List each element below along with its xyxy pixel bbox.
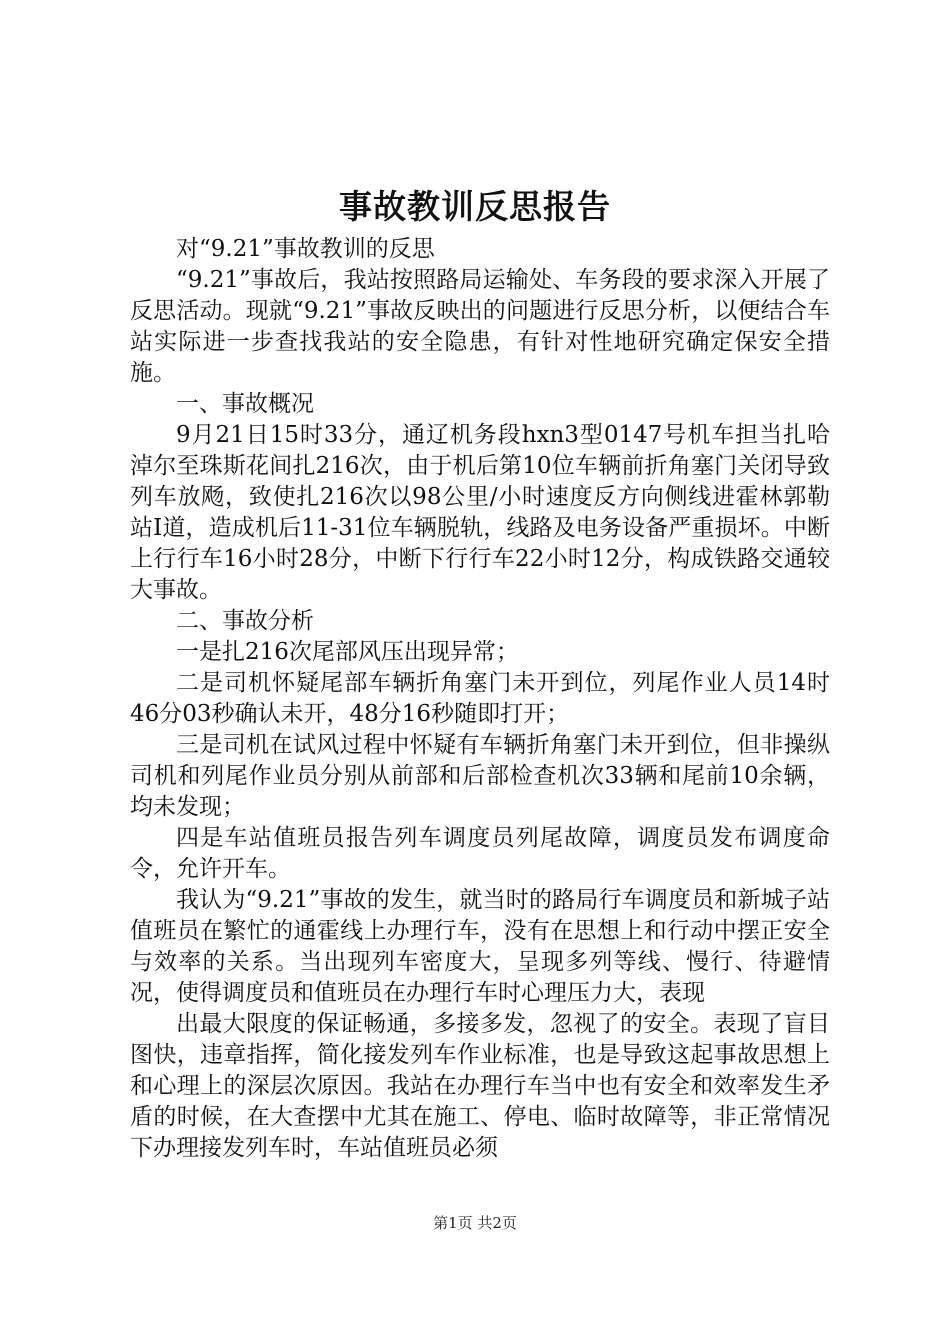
section-heading-analysis: 二、事故分析 xyxy=(176,608,314,634)
paragraph-analysis-2: 二是司机怀疑尾部车辆折角塞门未开到位，列尾作业人员14时46分03秒确认未开，48分16秒随即打开； xyxy=(130,670,830,727)
paragraph-continuation: 出最大限度的保证畅通，多接多发，忽视了的安全。表现了盲目图快，违章指挥，简化接发列车作业标准，也是导致这起事故思想上和心理上的深层次原因。我站在办理行车当中也有安全和效率发生矛盾的时候，在大查摆中尤其在施工、停电、临时故障等，非正常情况下办理接发列车时，车站值班员必须 xyxy=(130,1011,830,1161)
paragraph-analysis-3: 三是司机在试风过程中怀疑有车辆折角塞门未开到位，但非操纵司机和列尾作业员分别从前部和后部检查机次33辆和尾前10余辆，均未发现； xyxy=(130,732,830,820)
paragraph-analysis-4: 四是车站值班员报告列车调度员列尾故障，调度员发布调度命令，允许开车。 xyxy=(130,825,830,882)
paragraph-analysis-1: 一是扎216次尾部风压出现异常； xyxy=(176,639,519,665)
paragraph-subtitle: 对“9.21”事故教训的反思 xyxy=(176,236,435,262)
paragraph-intro: “9.21”事故后，我站按照路局运输处、车务段的要求深入开展了反思活动。现就“9.21”事故反映出的问题进行反思分析，以便结合车站实际进一步查找我站的安全隐患，有针对性地研究确定保安全措施。 xyxy=(130,267,830,386)
document-title: 事故教训反思报告 xyxy=(339,187,611,226)
paragraph-opinion: 我认为“9.21”事故的发生，就当时的路局行车调度员和新城子站值班员在繁忙的通霍线上办理行车，没有在思想上和行动中摆正安全与效率的关系。当出现列车密度大，呈现多列等线、慢行、待避情况，使得调度员和值班员在办理行车时心理压力大，表现 xyxy=(130,887,830,1006)
document-body xyxy=(130,234,830,1164)
paragraph-overview: 9月21日15时33分，通辽机务段hxn3型0147号机车担当扎哈淖尔至珠斯花间扎216次，由于机后第10位车辆前折角塞门关闭导致列车放飏，致使扎216次以98公里/小时速度反方向侧线进霍林郭勒站Ⅰ道，造成机后11-31位车辆脱轨，线路及电务设备严重损坏。中断上行行车16小时28分，中断下行行车22小时12分，构成铁路交通较大事故。 xyxy=(130,422,830,603)
section-heading-overview: 一、事故概况 xyxy=(176,391,314,417)
page-number-footer: 第1页 共2页 xyxy=(433,1214,517,1232)
